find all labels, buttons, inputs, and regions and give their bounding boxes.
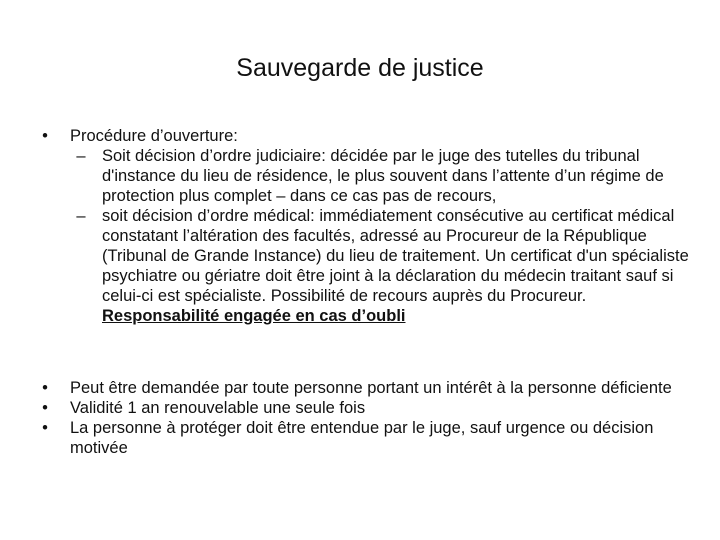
procedure-label: Procédure d’ouverture: <box>70 127 238 145</box>
other-bullets-section <box>30 378 690 458</box>
bullet-text-hearing: La personne à protéger doit être entendue par le juge, sauf urgence ou décision motivée <box>70 419 654 457</box>
list-item <box>30 398 690 418</box>
list-item-procedure <box>30 126 690 146</box>
responsibility-emphasis: Responsabilité engagée en cas d’oubli <box>102 307 406 325</box>
dash-icon: – <box>76 207 86 225</box>
medical-text: soit décision d’ordre médical: immédiatement consécutive au certificat médical constatant l’altération des facultés, adressé au Procureur de la République (Tribunal de Grande Instance) du lieu de traitement. Un certificat d'un spécialiste psychiatre ou gériatre doit être joint à la déclaration du médecin traitant sauf si celui-ci est spécialiste. Possibilité de recours auprès du Procureur. <box>102 207 689 305</box>
sub-list-item-medical <box>30 206 690 326</box>
sub-list-item-judicial <box>30 146 690 206</box>
judicial-text: Soit décision d’ordre judiciaire: décidée par le juge des tutelles du tribunal d'instance du lieu de résidence, le plus souvent dans l’attente d’un régime de protection plus complet – dans ce cas pas de recours, <box>102 147 664 205</box>
bullet-icon: • <box>42 379 48 397</box>
slide-title: Sauvegarde de justice <box>236 54 484 82</box>
dash-icon: – <box>76 147 86 165</box>
bullet-text-request: Peut être demandée par toute personne portant un intérêt à la personne déficiente <box>70 379 672 397</box>
list-item <box>30 418 690 458</box>
bullet-icon: • <box>42 399 48 417</box>
bullet-icon: • <box>42 127 48 145</box>
procedure-section <box>30 126 690 326</box>
bullet-icon: • <box>42 419 48 437</box>
bullet-text-validity: Validité 1 an renouvelable une seule fois <box>70 399 366 417</box>
list-item <box>30 378 690 398</box>
